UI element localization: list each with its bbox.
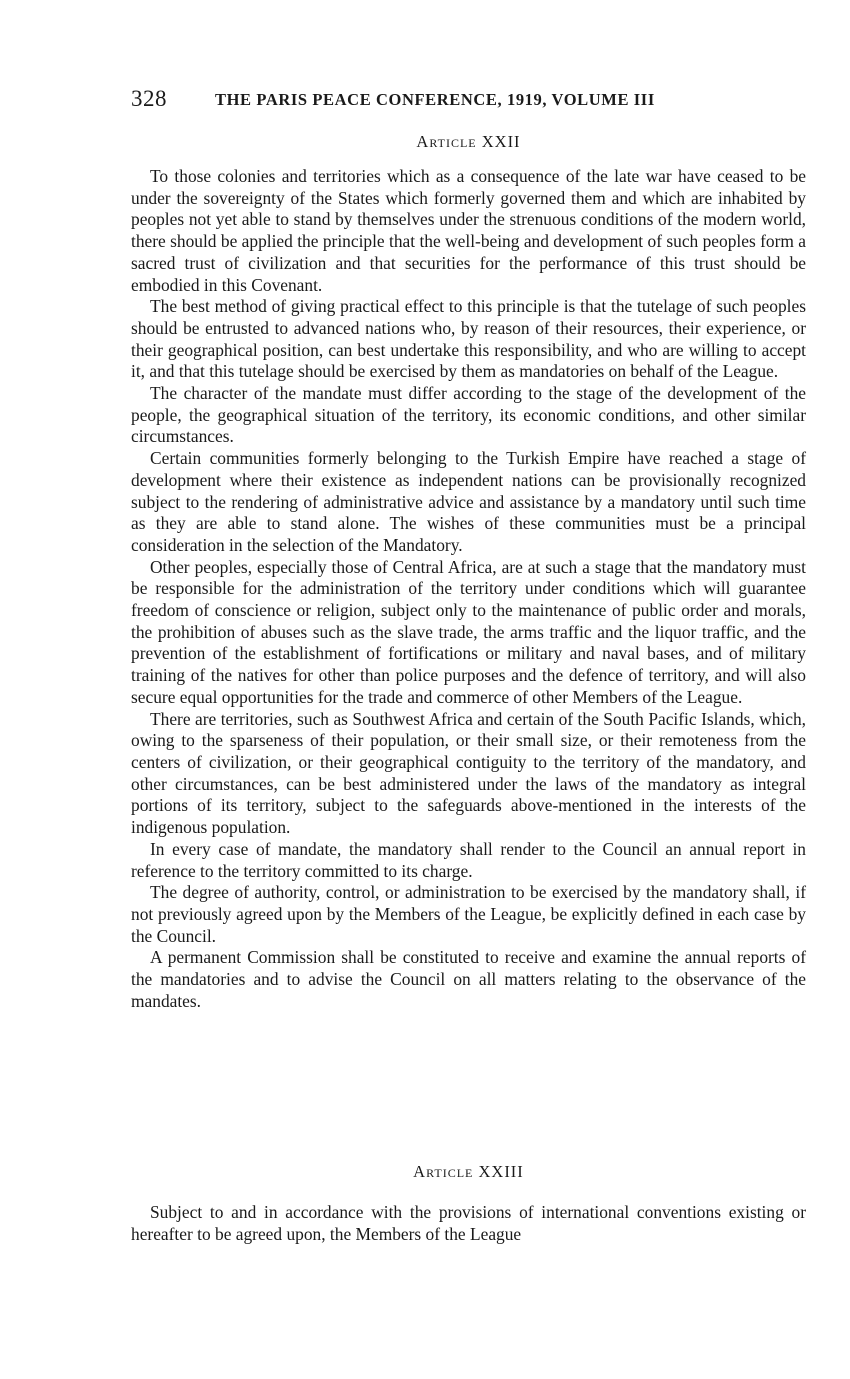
paragraph: The best method of giving practical effect to this principle is that the tutelage of such peoples should be entrusted to advanced nations who, by reason of their resources, their experience, or their geographical position, can best undertake this responsibility, and who are willing to accept it, and that this tutelage should be exercised by them as mandatories on behalf of the League. (131, 296, 806, 382)
running-head (131, 86, 806, 114)
paragraph: Other peoples, especially those of Central Africa, are at such a stage that the mandatory must be responsible for the administration of the territory under conditions which will guarantee freedom of conscience or religion, subject only to the maintenance of public order and morals, the prohibition of abuses such as the slave trade, the arms traffic and the liquor traffic, and the prevention of the establishment of fortifications or military and naval bases, and of military training of the natives for other than police purposes and the defence of territory, and will also secure equal opportunities for the trade and commerce of other Members of the League. (131, 556, 806, 707)
paragraph: There are territories, such as Southwest Africa and certain of the South Pacific Islands, which, owing to the sparseness of their population, or their small size, or their remoteness from the centers of civilization, or their geographical contiguity to the territory of the mandatory, and other circumstances, can be best administered under the laws of the mandatory as integral portions of its territory, subject to the safeguards above-mentioned in the interests of the indigenous population. (131, 708, 806, 838)
paragraph: Subject to and in accordance with the provisions of international conventions existing or hereafter to be agreed upon, the Members of the League (131, 1202, 806, 1244)
article-22-heading-text: Article XXII (416, 132, 521, 151)
article-22-body (131, 166, 806, 1012)
article-23-heading (131, 1162, 806, 1182)
paragraph: Certain communities formerly belonging to the Turkish Empire have reached a stage of development where their existence as independent nations can be provisionally recognized subject to the rendering of administrative advice and assistance by a mandatory until such time as they are able to stand alone. The wishes of these communities must be a principal consideration in the selection of the Mandatory. (131, 448, 806, 555)
article-22-heading (131, 132, 806, 152)
paragraph: The degree of authority, control, or administration to be exercised by the mandatory shall, if not previously agreed upon by the Members of the League, be explicitly defined in each case by the Council. (131, 882, 806, 946)
running-title: THE PARIS PEACE CONFERENCE, 1919, VOLUME III (215, 90, 655, 109)
paragraph: In every case of mandate, the mandatory shall render to the Council an annual report in reference to the territory committed to its charge. (131, 838, 806, 881)
page-number: 328 (131, 86, 167, 111)
paragraph: To those colonies and territories which as a consequence of the late war have ceased to be under the sovereignty of the States which formerly governed them and which are inhabited by peoples not yet able to stand by themselves under the strenuous conditions of the modern world, there should be applied the principle that the well-being and development of such peoples form a sacred trust of civilization and that securities for the performance of this trust should be embodied in this Covenant. (131, 166, 806, 295)
article-23-heading-text: Article XXIII (413, 1162, 524, 1181)
article-23-body (131, 1202, 806, 1245)
paragraph: The character of the mandate must differ according to the stage of the development of the people, the geographical situation of the territory, its economic conditions, and other similar circumstances. (131, 383, 806, 447)
paragraph: A permanent Commission shall be constituted to receive and examine the annual reports of the mandatories and to advise the Council on all matters relating to the observance of the mandates. (131, 947, 806, 1011)
